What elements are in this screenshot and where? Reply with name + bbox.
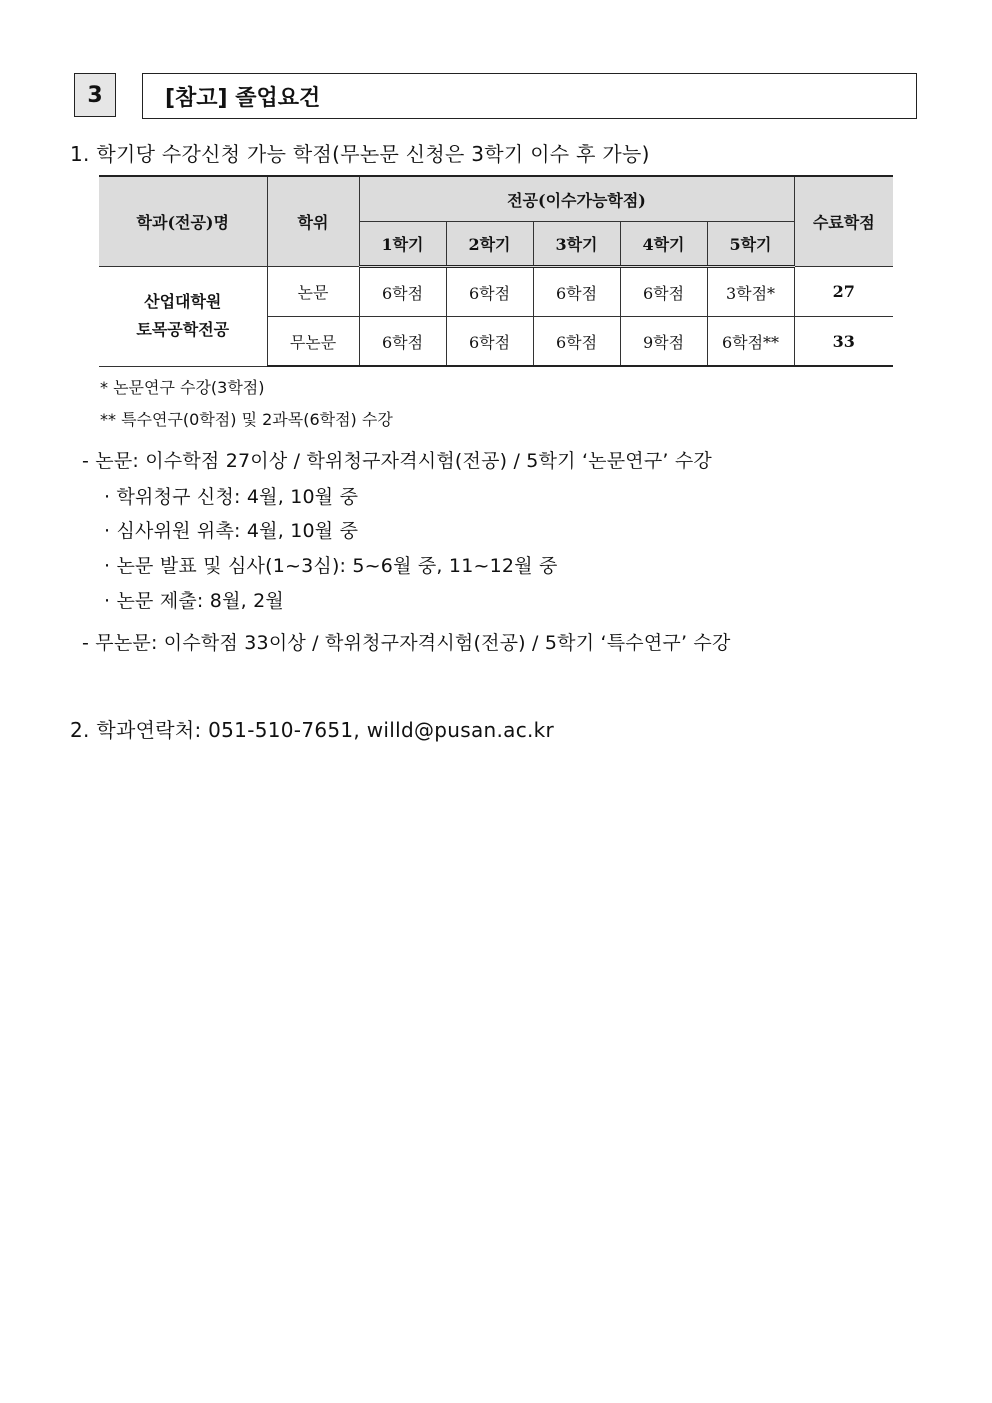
heading-credits: 1. 학기당 수강신청 가능 학점(무논문 신청은 3학기 이수 후 가능) xyxy=(70,142,650,166)
thesis-item: · 심사위원 위촉: 4월, 10월 중 xyxy=(104,520,359,542)
credit-cell: 6학점 xyxy=(446,317,533,367)
credit-cell: 6학점 xyxy=(446,267,533,317)
non-thesis-summary: - 무논문: 이수학점 33이상 / 학위청구자격시험(전공) / 5학기 ‘특수연구’ 수강 xyxy=(82,632,731,654)
credit-cell: 3학점* xyxy=(707,267,794,317)
total-cell: 27 xyxy=(794,267,893,317)
header-semester-2: 2학기 xyxy=(446,222,533,267)
section-number: 3 xyxy=(74,73,116,117)
heading-contact: 2. 학과연락처: 051-510-7651, willd@pusan.ac.kr xyxy=(70,718,555,742)
header-major: 전공(이수가능학점) xyxy=(359,176,794,222)
dept-name-cell xyxy=(99,267,267,367)
credit-cell: 6학점 xyxy=(359,317,446,367)
thesis-item: · 논문 제출: 8월, 2월 xyxy=(104,590,284,612)
degree-cell: 논문 xyxy=(267,267,359,317)
header-degree: 학위 xyxy=(267,176,359,267)
dept-name-line1: 산업대학원 xyxy=(144,292,222,312)
credit-cell: 6학점 xyxy=(620,267,707,317)
thesis-summary: - 논문: 이수학점 27이상 / 학위청구자격시험(전공) / 5학기 ‘논문연구’ 수강 xyxy=(82,450,712,472)
credit-cell: 6학점 xyxy=(533,317,620,367)
degree-cell: 무논문 xyxy=(267,317,359,367)
credit-cell: 6학점 xyxy=(359,267,446,317)
dept-name-line2: 토목공학전공 xyxy=(136,320,230,340)
thesis-item: · 학위청구 신청: 4월, 10월 중 xyxy=(104,486,359,508)
section-title: [참고] 졸업요건 xyxy=(142,73,917,119)
header-semester-3: 3학기 xyxy=(533,222,620,267)
header-dept: 학과(전공)명 xyxy=(99,176,267,267)
credit-cell: 6학점 xyxy=(533,267,620,317)
credit-cell: 9학점 xyxy=(620,317,707,367)
header-semester-4: 4학기 xyxy=(620,222,707,267)
credits-table xyxy=(99,175,893,367)
header-semester-1: 1학기 xyxy=(359,222,446,267)
table-header-row xyxy=(99,176,893,222)
footnote-thesis: * 논문연구 수강(3학점) xyxy=(100,378,265,397)
total-cell: 33 xyxy=(794,317,893,367)
footnote-non-thesis: ** 특수연구(0학점) 및 2과목(6학점) 수강 xyxy=(100,410,393,429)
thesis-item: · 논문 발표 및 심사(1~3심): 5~6월 중, 11~12월 중 xyxy=(104,555,558,577)
credit-cell: 6학점** xyxy=(707,317,794,367)
header-total: 수료학점 xyxy=(794,176,893,267)
header-semester-5: 5학기 xyxy=(707,222,794,267)
table-row xyxy=(99,267,893,317)
